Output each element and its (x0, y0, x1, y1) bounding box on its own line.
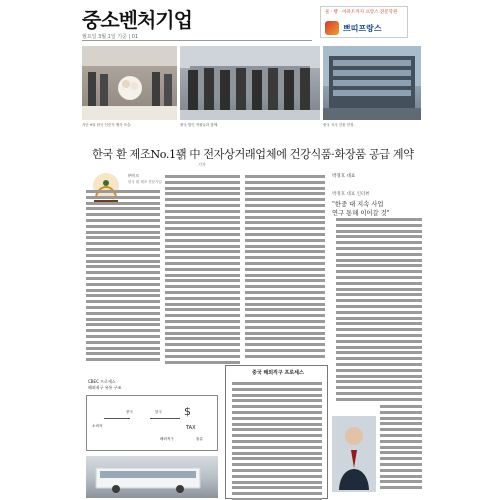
interview-column (336, 218, 422, 404)
ceremony-image (82, 46, 177, 120)
header-divider (82, 40, 312, 41)
photo-caption: 중국 법인 직원들과 함께. (180, 123, 219, 127)
bus-image (86, 456, 218, 498)
diagram-title-line-1: CBEC 프로세스 (88, 379, 116, 384)
interview-headline (332, 200, 390, 218)
person-image (332, 416, 376, 492)
dollar-icon: $ (184, 405, 191, 418)
photo-building (323, 46, 421, 120)
diagram-node: 중국 (126, 410, 133, 414)
diagram-arrow (104, 418, 130, 419)
article-column-3 (245, 175, 325, 361)
issue-info: 월요일 3월 1일 기준 | 01 (82, 34, 139, 40)
photo-ceremony (82, 46, 177, 120)
ad-name: 쁘띠프랑스 (343, 24, 382, 33)
diagram-node: 소비자 (92, 424, 103, 428)
photo-caption: 중국 지사 건물 전경. (323, 123, 355, 127)
interviewee-photo (332, 416, 376, 492)
advertisement[interactable] (320, 6, 408, 38)
photo-caption: 지난 9일 한국 인증식 행사 모습. (82, 123, 132, 127)
tax-label: TAX (186, 425, 196, 431)
photo-group (180, 46, 320, 120)
company-label: ㈜미르 (128, 173, 140, 178)
company-sub: 한국 환 제조 전문기업 (128, 180, 162, 184)
diagram-node: 한국 (155, 410, 162, 414)
cbec-diagram (86, 395, 218, 451)
ad-tagline: 물 · 빵 · 아파트까지 프랑스 전문학원 (325, 10, 398, 15)
interviewee-name: 박경호 대표 (332, 174, 356, 179)
byline: 기자 (198, 162, 206, 167)
diagram-title (88, 379, 121, 390)
ad-logo-icon (325, 21, 339, 35)
diagram-node: 해외직구 (160, 437, 174, 441)
group-image (180, 46, 320, 120)
article-column-2 (165, 175, 240, 366)
photo-bus (86, 456, 218, 498)
interview-side-column (380, 405, 422, 492)
masthead: 중소벤처기업 (82, 8, 192, 32)
info-box-title: 중국 해외직구 프로세스 (252, 370, 304, 376)
article-column-1 (86, 190, 160, 364)
diagram-node: 물류 (196, 437, 203, 441)
interview-headline-line-1: "한중 대 지속 사업 (332, 201, 384, 208)
interview-kicker: 박경호 대표 인터뷰 (332, 192, 370, 197)
headline: 한국 환 제조No.1꽭 中 전자상거래업체에 건강식품·화장품 공급 계약 (92, 148, 414, 161)
diagram-arrow (150, 418, 180, 419)
info-box-text (232, 382, 322, 500)
building-image (323, 46, 421, 120)
diagram-title-line-2: 해외직구 유통 구조 (88, 384, 122, 390)
interview-headline-line-2: 연구 통해 이어갈 것" (332, 210, 390, 217)
